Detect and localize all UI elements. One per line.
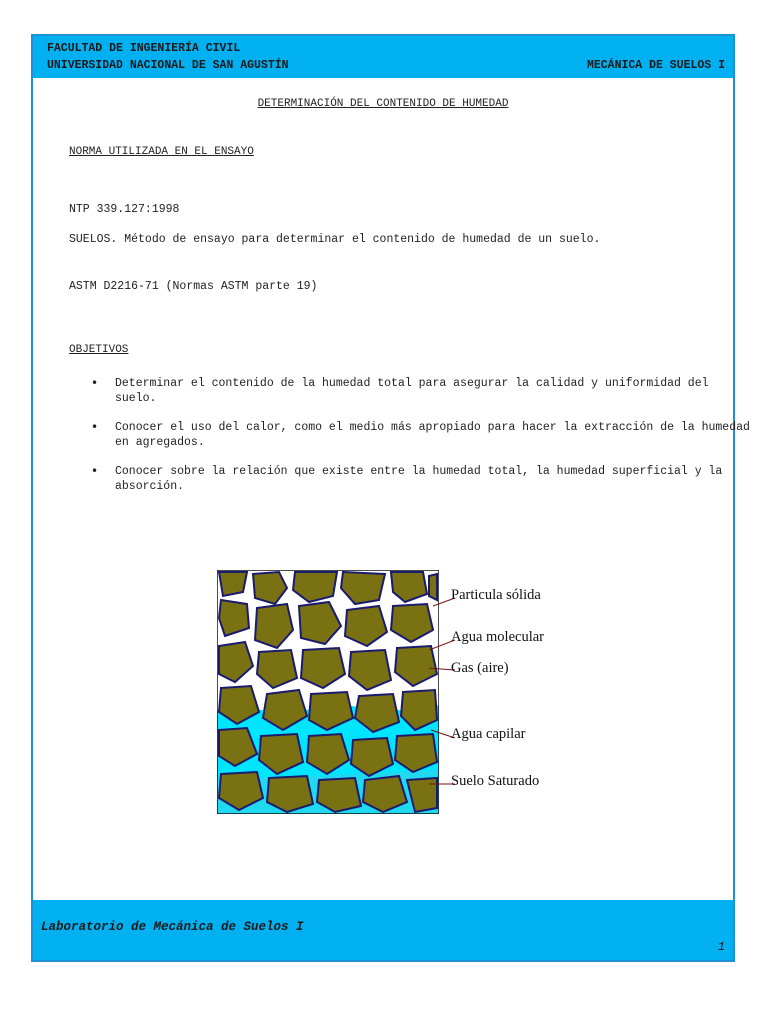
page-header <box>33 36 733 78</box>
norma-heading: NORMA UTILIZADA EN EL ENSAYO <box>69 146 254 158</box>
label-agua-molecular: Agua molecular <box>451 629 545 645</box>
faculty-name: FACULTAD DE INGENIERÍA CIVIL <box>47 42 241 55</box>
list-item: • Conocer sobre la relación que existe entre la humedad total, la humedad superficial y la absorción. <box>115 464 755 494</box>
list-item: • Determinar el contenido de la humedad total para asegurar la calidad y uniformidad del suelo. <box>115 376 755 406</box>
footer-lab-name: Laboratorio de Mecánica de Suelos I <box>41 920 304 934</box>
course-name: MECÁNICA DE SUELOS I <box>586 59 725 72</box>
list-item: • Conocer el uso del calor, como el medio más apropiado para hacer la extracción de la humedad en agregados. <box>115 420 755 450</box>
label-gas-aire: Gas (aire) <box>451 660 509 676</box>
objectives-list <box>57 376 755 508</box>
label-agua-capilar: Agua capilar <box>451 726 526 742</box>
label-particula-solida: Particula sólida <box>451 587 541 603</box>
norma-description: SUELOS. Método de ensayo para determinar el contenido de humedad de un suelo. <box>69 233 601 246</box>
page-footer <box>33 900 733 960</box>
soil-phases-diagram <box>217 570 439 814</box>
objetivos-heading: OBJETIVOS <box>69 344 129 356</box>
label-suelo-saturado: Suelo Saturado <box>451 773 540 789</box>
university-name: UNIVERSIDAD NACIONAL DE SAN AGUSTÍN <box>47 59 289 72</box>
page-number: 1 <box>717 940 725 954</box>
document-title: DETERMINACIÓN DEL CONTENIDO DE HUMEDAD <box>257 98 509 110</box>
astm-reference: ASTM D2216-71 (Normas ASTM parte 19) <box>69 280 318 293</box>
norma-code: NTP 339.127:1998 <box>69 203 180 216</box>
document-page <box>31 34 750 962</box>
